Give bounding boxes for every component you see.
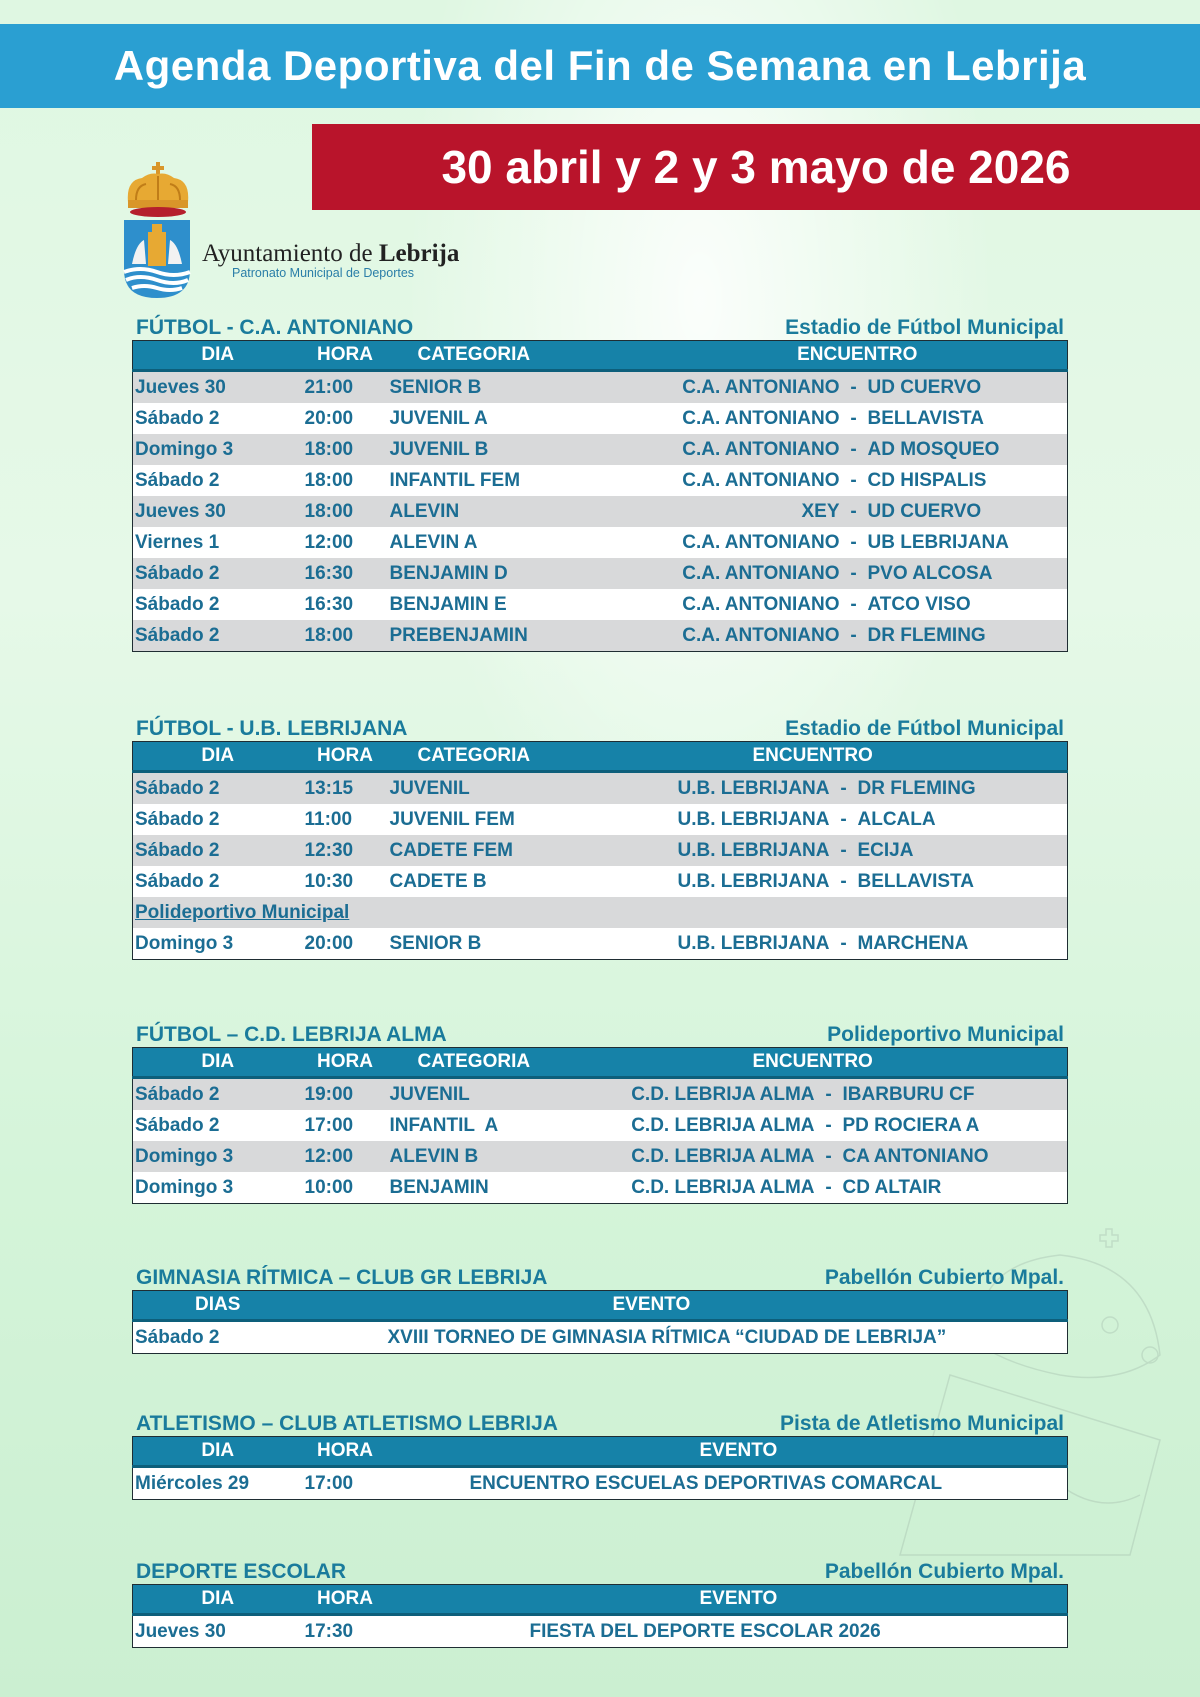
away-team: CD HISPALIS xyxy=(867,469,987,491)
section-venue: Estadio de Fútbol Municipal xyxy=(785,717,1064,740)
cell-categoria: SENIOR B xyxy=(388,928,663,960)
cell-categoria: CADETE B xyxy=(388,866,663,897)
table-row xyxy=(133,434,1068,465)
home-team: U.B. LEBRIJANA xyxy=(677,777,830,799)
cell-encuentro xyxy=(663,928,1068,960)
separator: - xyxy=(850,593,857,615)
cell-hora: 16:30 xyxy=(303,589,388,620)
away-team: IBARBURU CF xyxy=(842,1083,975,1105)
cell-encuentro xyxy=(648,527,1068,558)
column-header-encuentro: ENCUENTRO xyxy=(628,1048,1068,1078)
separator: - xyxy=(825,1114,832,1136)
separator: - xyxy=(850,376,857,398)
logo-name-regular: Ayuntamiento de xyxy=(202,240,379,267)
away-team: AD MOSQUEO xyxy=(867,438,1000,460)
separator: - xyxy=(850,500,857,522)
away-team: ATCO VISO xyxy=(867,593,971,615)
column-header-dias: DIAS xyxy=(133,1291,303,1321)
table-row xyxy=(133,1615,1068,1648)
cell-categoria: JUVENIL B xyxy=(388,434,648,465)
cell-encuentro xyxy=(648,558,1068,589)
date-banner: 30 abril y 2 y 3 mayo de 2026 xyxy=(312,124,1200,210)
separator: - xyxy=(850,438,857,460)
logo-subtitle: Patronato Municipal de Deportes xyxy=(232,266,415,280)
column-header-hora: HORA xyxy=(303,1585,388,1615)
cell-hora: 18:00 xyxy=(303,620,388,652)
section-futbol-ub-lebrijana xyxy=(132,711,1068,960)
away-team: ECIJA xyxy=(857,839,914,861)
cell-dia: Sábado 2 xyxy=(133,1110,303,1141)
column-header-evento: EVENTO xyxy=(388,1437,1068,1467)
table-row xyxy=(133,1467,1068,1500)
away-team: UD CUERVO xyxy=(867,500,982,522)
cell-hora: 21:00 xyxy=(303,371,388,404)
cell-hora: 18:00 xyxy=(303,434,388,465)
away-team: BELLAVISTA xyxy=(857,870,974,892)
home-team: C.D. LEBRIJA ALMA xyxy=(631,1176,815,1198)
column-header-categoria: CATEGORIA xyxy=(388,341,648,371)
schedule-table xyxy=(132,1436,1068,1500)
section-futbol-ca-antoniano xyxy=(132,310,1068,652)
cell-dia: Jueves 30 xyxy=(133,1615,303,1648)
away-team: DR FLEMING xyxy=(867,624,986,646)
cell-hora: 11:00 xyxy=(303,804,388,835)
table-row xyxy=(133,928,1068,960)
section-venue: Pista de Atletismo Municipal xyxy=(780,1412,1064,1435)
cell-categoria: BENJAMIN E xyxy=(388,589,648,620)
table-row xyxy=(133,1172,1068,1204)
cell-categoria: INFANTIL A xyxy=(388,1110,628,1141)
home-team: C.A. ANTONIANO xyxy=(682,531,840,553)
cell-categoria: JUVENIL xyxy=(388,1078,628,1111)
schedule-table xyxy=(132,1047,1068,1204)
table-row xyxy=(133,558,1068,589)
column-header-dia: DIA xyxy=(133,1585,303,1615)
cell-hora: 18:00 xyxy=(303,496,388,527)
subvenue-link[interactable]: Polideportivo Municipal xyxy=(133,897,1068,928)
section-atletismo xyxy=(132,1406,1068,1500)
cell-hora: 10:00 xyxy=(303,1172,388,1204)
section-title: FÚTBOL - U.B. LEBRIJANA xyxy=(136,717,408,740)
section-venue: Polideportivo Municipal xyxy=(827,1023,1064,1046)
cell-encuentro xyxy=(628,1110,1068,1141)
cell-encuentro xyxy=(663,835,1068,866)
away-team: UD CUERVO xyxy=(867,376,982,398)
cell-dia: Sábado 2 xyxy=(133,804,303,835)
schedule-table xyxy=(132,340,1068,652)
table-row xyxy=(133,1110,1068,1141)
away-team: DR FLEMING xyxy=(857,777,976,799)
column-header-hora: HORA xyxy=(303,341,388,371)
cell-hora: 12:00 xyxy=(303,527,388,558)
cell-hora: 12:30 xyxy=(303,835,388,866)
home-team: C.D. LEBRIJA ALMA xyxy=(631,1114,815,1136)
schedule-table xyxy=(132,1584,1068,1648)
logo-name xyxy=(202,240,459,268)
cell-categoria: BENJAMIN D xyxy=(388,558,648,589)
cell-categoria: ALEVIN B xyxy=(388,1141,628,1172)
cell-dia: Sábado 2 xyxy=(133,465,303,496)
separator: - xyxy=(840,870,847,892)
column-header-dia: DIA xyxy=(133,341,303,371)
column-header-hora: HORA xyxy=(303,1048,388,1078)
section-title: FÚTBOL - C.A. ANTONIANO xyxy=(136,316,414,339)
column-header-categoria: CATEGORIA xyxy=(388,742,663,772)
cell-evento: ENCUENTRO ESCUELAS DEPORTIVAS COMARCAL xyxy=(388,1467,1068,1500)
table-row xyxy=(133,620,1068,652)
cell-dia: Sábado 2 xyxy=(133,866,303,897)
cell-categoria: SENIOR B xyxy=(388,371,648,404)
away-team: MARCHENA xyxy=(857,932,969,954)
cell-categoria: ALEVIN xyxy=(388,496,648,527)
cell-dia: Sábado 2 xyxy=(133,1321,303,1354)
cell-encuentro xyxy=(648,620,1068,652)
home-team: U.B. LEBRIJANA xyxy=(677,870,830,892)
table-row xyxy=(133,465,1068,496)
table-row xyxy=(133,589,1068,620)
cell-categoria: BENJAMIN xyxy=(388,1172,628,1204)
home-team: C.D. LEBRIJA ALMA xyxy=(631,1083,815,1105)
separator: - xyxy=(850,562,857,584)
home-team: C.A. ANTONIANO xyxy=(682,562,840,584)
column-header-encuentro: ENCUENTRO xyxy=(648,341,1068,371)
home-team: XEY xyxy=(801,500,840,522)
away-team: PVO ALCOSA xyxy=(867,562,993,584)
cell-encuentro xyxy=(648,371,1068,404)
separator: - xyxy=(840,839,847,861)
cell-evento: XVIII TORNEO DE GIMNASIA RÍTMICA “CIUDAD DE LEBRIJA” xyxy=(303,1321,1068,1354)
column-header-hora: HORA xyxy=(303,1437,388,1467)
cell-categoria: ALEVIN A xyxy=(388,527,648,558)
logo-name-bold: Lebrija xyxy=(378,240,460,267)
table-row xyxy=(133,1321,1068,1354)
home-team: C.A. ANTONIANO xyxy=(682,624,840,646)
cell-encuentro xyxy=(663,804,1068,835)
cell-dia: Domingo 3 xyxy=(133,434,303,465)
column-header-hora: HORA xyxy=(303,742,388,772)
home-team: C.A. ANTONIANO xyxy=(682,407,840,429)
table-row xyxy=(133,866,1068,897)
table-row xyxy=(133,804,1068,835)
section-title: DEPORTE ESCOLAR xyxy=(136,1560,347,1583)
table-row xyxy=(133,1141,1068,1172)
cell-categoria: INFANTIL FEM xyxy=(388,465,648,496)
column-header-evento: EVENTO xyxy=(303,1291,1068,1321)
column-header-evento: EVENTO xyxy=(388,1585,1068,1615)
cell-hora: 20:00 xyxy=(303,403,388,434)
section-title: FÚTBOL – C.D. LEBRIJA ALMA xyxy=(136,1023,447,1046)
crown-icon xyxy=(122,162,194,218)
cell-hora: 17:30 xyxy=(303,1615,388,1648)
cell-encuentro xyxy=(648,589,1068,620)
cell-dia: Sábado 2 xyxy=(133,772,303,805)
section-venue: Estadio de Fútbol Municipal xyxy=(785,316,1064,339)
cell-dia: Miércoles 29 xyxy=(133,1467,303,1500)
section-venue: Pabellón Cubierto Mpal. xyxy=(824,1560,1064,1583)
cell-hora: 17:00 xyxy=(303,1110,388,1141)
away-team: BELLAVISTA xyxy=(867,407,984,429)
home-team: U.B. LEBRIJANA xyxy=(677,839,830,861)
separator: - xyxy=(840,777,847,799)
cell-hora: 13:15 xyxy=(303,772,388,805)
cell-dia: Domingo 3 xyxy=(133,1172,303,1204)
table-row xyxy=(133,1078,1068,1111)
table-row xyxy=(133,403,1068,434)
section-title: ATLETISMO – CLUB ATLETISMO LEBRIJA xyxy=(136,1412,558,1435)
cell-categoria: JUVENIL xyxy=(388,772,663,805)
cell-dia: Sábado 2 xyxy=(133,403,303,434)
cell-dia: Sábado 2 xyxy=(133,835,303,866)
table-row xyxy=(133,371,1068,404)
cell-hora: 10:30 xyxy=(303,866,388,897)
ayuntamiento-logo xyxy=(118,160,488,300)
separator: - xyxy=(825,1145,832,1167)
section-gimnasia-ritmica xyxy=(132,1260,1068,1354)
table-row-subvenue xyxy=(133,897,1068,928)
column-header-dia: DIA xyxy=(133,1048,303,1078)
separator: - xyxy=(825,1176,832,1198)
cell-hora: 17:00 xyxy=(303,1467,388,1500)
cell-encuentro xyxy=(628,1078,1068,1111)
cell-categoria: PREBENJAMIN xyxy=(388,620,648,652)
cell-dia: Sábado 2 xyxy=(133,589,303,620)
home-team: U.B. LEBRIJANA xyxy=(677,932,830,954)
separator: - xyxy=(850,407,857,429)
away-team: ALCALA xyxy=(857,808,936,830)
cell-evento: FIESTA DEL DEPORTE ESCOLAR 2026 xyxy=(388,1615,1068,1648)
cell-categoria: JUVENIL FEM xyxy=(388,804,663,835)
home-team: C.A. ANTONIANO xyxy=(682,438,840,460)
column-header-dia: DIA xyxy=(133,742,303,772)
separator: - xyxy=(850,624,857,646)
section-deporte-escolar xyxy=(132,1554,1068,1648)
home-team: U.B. LEBRIJANA xyxy=(677,808,830,830)
separator: - xyxy=(850,469,857,491)
cell-dia: Domingo 3 xyxy=(133,1141,303,1172)
table-row xyxy=(133,772,1068,805)
away-team: CA ANTONIANO xyxy=(842,1145,989,1167)
cell-dia: Viernes 1 xyxy=(133,527,303,558)
separator: - xyxy=(825,1083,832,1105)
cell-hora: 20:00 xyxy=(303,928,388,960)
section-title: GIMNASIA RÍTMICA – CLUB GR LEBRIJA xyxy=(136,1266,548,1289)
home-team: C.A. ANTONIANO xyxy=(682,469,840,491)
separator: - xyxy=(850,531,857,553)
column-header-dia: DIA xyxy=(133,1437,303,1467)
cell-encuentro xyxy=(648,496,1068,527)
table-row xyxy=(133,527,1068,558)
away-team: CD ALTAIR xyxy=(842,1176,942,1198)
section-venue: Pabellón Cubierto Mpal. xyxy=(824,1266,1064,1289)
cell-hora: 18:00 xyxy=(303,465,388,496)
cell-encuentro xyxy=(628,1172,1068,1204)
cell-dia: Domingo 3 xyxy=(133,928,303,960)
cell-encuentro xyxy=(648,434,1068,465)
cell-dia: Sábado 2 xyxy=(133,1078,303,1111)
cell-encuentro xyxy=(663,772,1068,805)
separator: - xyxy=(840,932,847,954)
cell-dia: Sábado 2 xyxy=(133,620,303,652)
column-header-categoria: CATEGORIA xyxy=(388,1048,628,1078)
cell-encuentro xyxy=(663,866,1068,897)
table-row xyxy=(133,835,1068,866)
home-team: C.D. LEBRIJA ALMA xyxy=(631,1145,815,1167)
section-futbol-cd-lebrija-alma xyxy=(132,1017,1068,1204)
cell-hora: 19:00 xyxy=(303,1078,388,1111)
cell-encuentro xyxy=(648,465,1068,496)
cell-dia: Jueves 30 xyxy=(133,496,303,527)
shield-icon xyxy=(122,218,192,300)
table-row xyxy=(133,496,1068,527)
away-team: UB LEBRIJANA xyxy=(867,531,1009,553)
column-header-encuentro: ENCUENTRO xyxy=(663,742,1068,772)
cell-dia: Jueves 30 xyxy=(133,371,303,404)
cell-dia: Sábado 2 xyxy=(133,558,303,589)
schedule-table xyxy=(132,741,1068,960)
home-team: C.A. ANTONIANO xyxy=(682,593,840,615)
schedule-table xyxy=(132,1290,1068,1354)
page-title: Agenda Deportiva del Fin de Semana en Lebrija xyxy=(0,24,1200,108)
cell-encuentro xyxy=(628,1141,1068,1172)
cell-categoria: JUVENIL A xyxy=(388,403,648,434)
away-team: PD ROCIERA A xyxy=(842,1114,980,1136)
cell-hora: 16:30 xyxy=(303,558,388,589)
cell-categoria: CADETE FEM xyxy=(388,835,663,866)
separator: - xyxy=(840,808,847,830)
cell-hora: 12:00 xyxy=(303,1141,388,1172)
cell-encuentro xyxy=(648,403,1068,434)
home-team: C.A. ANTONIANO xyxy=(682,376,840,398)
